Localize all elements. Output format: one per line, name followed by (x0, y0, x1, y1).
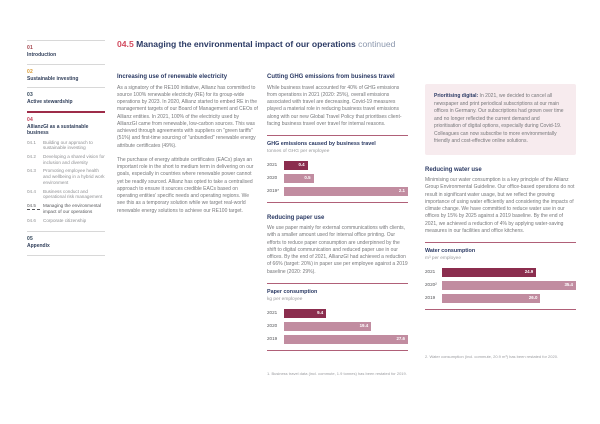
sidebar-item-sustainable-investing[interactable] (27, 64, 105, 88)
chart-bar-value: 2.1 (398, 188, 405, 194)
subsection-number: 04.6 (27, 217, 36, 223)
section-heading: Increasing use of renewable electricity (117, 74, 228, 80)
chart-bar-track (284, 322, 408, 331)
chart-bar-track (284, 309, 408, 318)
chart-row (267, 309, 408, 318)
section-heading: Cutting GHG emissions from business travel (267, 74, 395, 80)
chart-divider (425, 242, 576, 243)
chart-row (267, 161, 408, 170)
chart-bar-value: 26.0 (528, 295, 538, 301)
subsection-number: 04.5 (27, 203, 40, 210)
body-paragraph: Minimising our water consumption is a key principle of the Allianz Group Environmental Guideline. Our office-based operations do not result in significant water usage, but we reflect the growing importance of using water efficiently and considering the impacts of climate change. We have committed to reduce water use in our offices by 15% by 2025 against a 2019 baseline. By the end of 2021, we achieved a reduction of 4% by applying water-saving measures in our facilities and office kitchens. (425, 177, 575, 234)
chart-divider (267, 202, 408, 203)
footnote: 1. Business travel data (incl. commute, 1.9 tonnes) has been restated for 2019. (267, 370, 407, 376)
chart-bar-track (284, 161, 408, 170)
chart-category-label: 2020² (425, 281, 437, 287)
chart-bars (267, 161, 408, 196)
chart-row (267, 322, 408, 331)
chart-row (425, 294, 576, 303)
sidebar-subitem-label: Managing the environmental impact of our operations (43, 203, 101, 214)
chart-bar-value: 24.9 (524, 269, 534, 275)
sidebar-item-label: Sustainable investing (27, 75, 79, 82)
chart-row (425, 268, 576, 277)
sidebar-subitem-04-3[interactable] (27, 168, 105, 185)
chart-category-label: 2021 (267, 161, 278, 167)
chart-title: Water consumption (425, 248, 476, 254)
sidebar-item-appendix[interactable] (27, 231, 105, 256)
chart-bar-track (442, 294, 576, 303)
sidebar-subitem-label: Building our approach to sustainable investing (43, 139, 93, 151)
chart-row (267, 187, 408, 196)
body-paragraph: We use paper mainly for external communications with clients, with a smaller amount used for internal office printing. Our efforts to reduce paper consumption are underpinned by the shift to digital communication and reduced paper use in our offices. By the end of 2021, AllianzGI had achieved a reduction of 66% (target: 20%) in paper use per employee against a 2019 baseline (2020: 29%). (267, 225, 408, 275)
chart-bar-track (442, 268, 576, 277)
chart-category-label: 2019* (267, 187, 280, 193)
sidebar-item-introduction[interactable] (27, 40, 105, 64)
chart-bar (284, 174, 314, 183)
body-paragraph: As a signatory of the RE100 initiative, Allianz has committed to source 100% renewable electricity (RE) for its group-wide operations by 2023. In 2020, Allianz started to embed RE in the management targets of our Board of Management and CEOs of Allianz entities. In 2021, 100% of the electricity used by AllianzGI came from renewable, low-carbon sources. This was achieved through agreements with suppliers on “green tariffs” (51%) and first-time sourcing of “unbundled” renewable energy attribute certificates (49%). (117, 84, 258, 149)
sidebar-subitem-04-4[interactable] (27, 189, 105, 200)
page-title-continued: continued (358, 39, 396, 49)
chart-category-label: 2021 (267, 309, 278, 315)
sidebar-item-label: AllianzGI as a sustainable business (27, 123, 89, 136)
chart-bar-value: 19.4 (359, 322, 369, 328)
chart-divider (267, 350, 408, 351)
chart-subtitle: kg per employee (267, 296, 303, 302)
highlight-box-prioritising-digital (425, 84, 576, 155)
ghg-emissions-chart (267, 135, 408, 203)
chart-bar-value: 35.4 (564, 282, 573, 288)
chart-divider (425, 309, 576, 310)
subsection-number: 04.1 (27, 139, 36, 145)
page-title-text: Managing the environmental impact of our operations (133, 39, 359, 49)
column-renewable-electricity (117, 74, 258, 222)
chart-bars (425, 268, 576, 303)
chart-bar-value: 27.6 (396, 335, 405, 341)
section-number: 01 (27, 45, 33, 51)
sidebar-item-label: Introduction (27, 52, 57, 58)
sidebar-item-sustainable-business[interactable] (27, 111, 105, 232)
body-paragraph: The purchase of energy attribute certificates (EACs) plays an important role in the short to medium term in delivering on our goals, especially in countries where renewable power cannot yet be readily sourced. Allianz has opted to take a centralised approach to ensure it sources credible EACs based on operating entities’ specific needs and operating regions. We see this as a temporary solution while we target real-world renewable energy solutions to achieve our RE100 target. (117, 156, 254, 214)
chart-bar (284, 187, 408, 196)
chart-bars (267, 309, 408, 344)
chart-title: Paper consumption (267, 288, 318, 295)
section-number: 04 (27, 116, 33, 123)
chart-row (425, 281, 576, 290)
highlight-box-lead: Prioritising digital: (434, 93, 479, 99)
chart-category-label: 2020 (267, 322, 278, 328)
chart-bar (284, 161, 308, 170)
sidebar-item-label: Appendix (27, 243, 50, 250)
subsection-number: 04.4 (27, 188, 36, 194)
chart-divider (267, 283, 408, 284)
chart-divider (267, 135, 408, 136)
sidebar-subitem-04-2[interactable] (27, 154, 105, 165)
section-number: 05 (27, 236, 33, 243)
paper-consumption-chart (267, 283, 408, 351)
chart-bar (442, 281, 576, 290)
chart-subtitle: m³ per employee (425, 255, 461, 261)
sidebar-item-active-stewardship[interactable] (27, 87, 105, 111)
chart-bar (284, 335, 408, 344)
chart-category-label: 2021 (425, 268, 436, 274)
section-heading: Reducing paper use (267, 214, 325, 221)
chart-category-label: 2020 (267, 174, 278, 180)
chart-bar (442, 294, 540, 303)
chart-bar-track (284, 187, 408, 196)
chart-category-label: 2019 (425, 294, 436, 300)
section-number: 02 (27, 68, 33, 75)
chart-row (267, 174, 408, 183)
chart-subtitle: tonnes of GHG per employee (267, 148, 330, 154)
chart-bar-track (284, 335, 408, 344)
chart-category-label: 2019 (267, 335, 278, 341)
sidebar-subitem-label: Promoting employee health and wellbeing in a hybrid work environment (43, 168, 105, 185)
water-consumption-chart (425, 242, 576, 310)
chart-bar-track (284, 174, 408, 183)
chart-bar (442, 268, 536, 277)
sidebar-subnav (27, 140, 105, 224)
chart-bar-value: 0.5 (304, 175, 311, 181)
column-digital-and-water (419, 80, 576, 359)
subsection-number: 04.2 (27, 153, 36, 159)
chart-bar-value: 9.4 (317, 309, 324, 315)
sidebar-subitem-04-6[interactable] (27, 218, 105, 224)
sidebar-nav (27, 40, 105, 256)
sidebar-subitem-label: Business conduct and operational risk management (43, 188, 103, 200)
sidebar-subitem-04-1[interactable] (27, 140, 105, 151)
sidebar-subitem-04-5-active[interactable] (27, 203, 105, 214)
page-title-number: 04.5 (117, 39, 134, 49)
chart-bar (284, 309, 326, 318)
highlight-box-text: In 2021, we decided to cancel all newspaper and print periodical subscriptions at our main offices in Germany. Our subscriptions had grown over time and no longer reflected the current demand and prioritisation of digital options, especially during Covid-19. Colleagues can now subscribe to more environmentally friendly and cost-effective online solutions. (434, 93, 564, 144)
subsection-number: 04.3 (27, 168, 36, 174)
chart-title: GHG emissions caused by business travel (267, 141, 376, 147)
chart-bar (284, 322, 371, 331)
sidebar-subitem-label: Developing a shared vision for inclusion and diversity (43, 153, 105, 165)
chart-bar-value: 0.4 (298, 162, 305, 168)
column-ghg-and-paper (267, 74, 408, 376)
body-paragraph: While business travel accounted for 40% of GHG emissions from operations in 2021 (2020: 25%), overall emissions associated with travel are decreasing. Covid-19 measures played a material role in reducing business travel emissions along with our new Global Travel Policy that prioritises client-facing business travel over travel for internal reasons. (267, 84, 402, 127)
sidebar-subitem-label: Corporate citizenship (43, 217, 87, 223)
footnote: 2. Water consumption (incl. commute, 20.9 m³) has been restated for 2020. (425, 353, 559, 359)
section-heading: Reducing water use (425, 166, 482, 173)
section-number: 03 (27, 92, 33, 98)
sidebar-item-label: Active stewardship (27, 99, 73, 105)
page-title (117, 39, 395, 49)
chart-row (267, 335, 408, 344)
chart-bar-track (442, 281, 576, 290)
